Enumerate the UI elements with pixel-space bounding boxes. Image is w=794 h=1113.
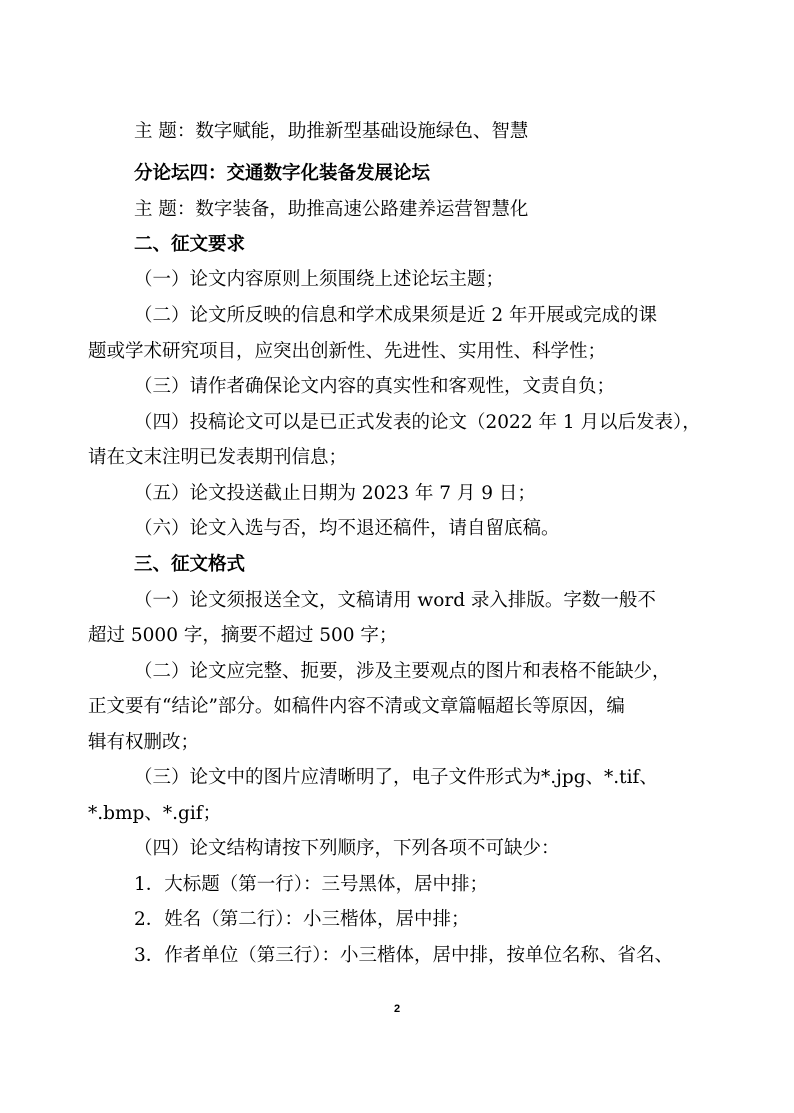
page-number: 2 (393, 1003, 401, 1015)
forum-4-heading: 分论坛四：交通数字化装备发展论坛 (134, 163, 431, 184)
structure-item-3: 3．作者单位（第三行）：小三楷体，居中排，按单位名称、省名、 (134, 945, 674, 966)
format-2-part-1: （二）论文应完整、扼要，涉及主要观点的图片和表格不能缺少， (134, 661, 671, 682)
requirement-3: （三）请作者确保论文内容的真实性和客观性，文责自负； (134, 376, 616, 397)
format-3-part-1: （三）论文中的图片应清晰明了，电子文件形式为*.jpg、*.tif、 (134, 767, 658, 788)
topic-line-3: 主 题：数字赋能，助推新型基础设施绿色、智慧 (134, 121, 529, 142)
format-1-part-1: （一）论文须报送全文，文稿请用 word 录入排版。字数一般不 (134, 590, 656, 611)
structure-item-2: 2．姓名（第二行）：小三楷体，居中排； (134, 909, 470, 930)
format-3-part-2: *.bmp、*.gif； (88, 803, 222, 824)
section-3-heading: 三、征文格式 (134, 554, 246, 575)
structure-item-1: 1．大标题（第一行）：三号黑体，居中排； (134, 874, 489, 895)
format-4: （四）论文结构请按下列顺序，下列各项不可缺少： (134, 838, 560, 859)
section-2-heading: 二、征文要求 (134, 234, 246, 255)
requirement-6: （六）论文入选与否，均不退还稿件，请自留底稿。 (134, 518, 560, 539)
requirement-5: （五）论文投送截止日期为 2023 年 7 月 9 日； (134, 483, 536, 504)
requirement-2-part-2: 题或学术研究项目，应突出创新性、先进性、实用性、科学性； (88, 341, 607, 362)
requirement-2-part-1: （二）论文所反映的信息和学术成果须是近 2 年开展或完成的课 (134, 305, 658, 326)
format-2-part-3: 辑有权删改； (88, 732, 200, 753)
requirement-4-part-1: （四）投稿论文可以是已正式发表的论文（2022 年 1 月以后发表）， (134, 412, 701, 433)
requirement-4-part-2: 请在文末注明已发表期刊信息； (88, 447, 348, 468)
format-1-part-2: 超过 5000 字，摘要不超过 500 字； (88, 625, 398, 646)
topic-line-4: 主 题：数字装备，助推高速公路建养运营智慧化 (134, 199, 529, 220)
format-2-part-2: 正文要有“结论”部分。如稿件内容不清或文章篇幅超长等原因，编 (88, 696, 625, 717)
requirement-1: （一）论文内容原则上须围绕上述论坛主题； (134, 269, 505, 290)
